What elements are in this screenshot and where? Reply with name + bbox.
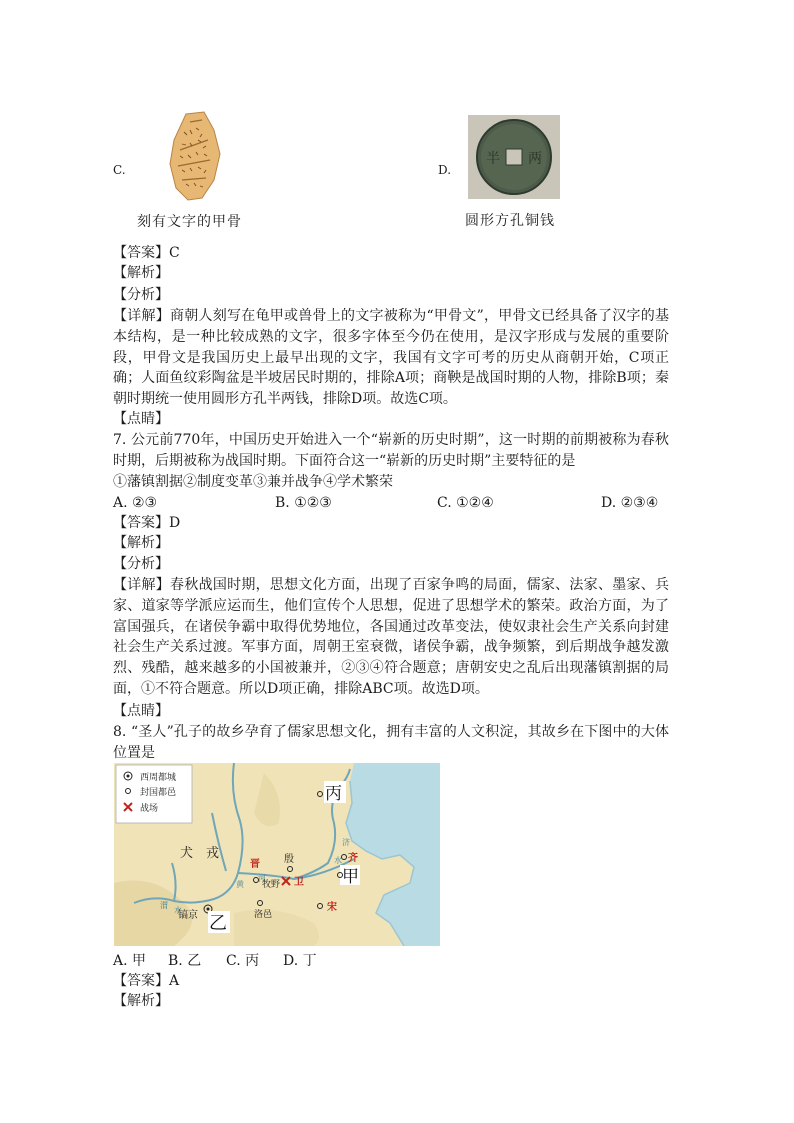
label-muye: 牧野 xyxy=(262,880,281,890)
coin-image xyxy=(468,115,560,199)
label-quanrong: 犬 戎 xyxy=(180,846,220,861)
river-char: 黄 xyxy=(236,880,244,889)
option-d-label: D. xyxy=(438,163,452,177)
q6-answer: 【答案】C xyxy=(113,245,180,261)
coin-glyph-right: 两 xyxy=(528,151,542,167)
q6-jiexi: 【解析】 xyxy=(113,265,169,281)
legend-label-battle: 战场 xyxy=(140,804,159,814)
western-zhou-map xyxy=(114,763,440,946)
label-song: 宋 xyxy=(327,902,337,913)
q7-option-a: A. ②③ xyxy=(113,495,158,511)
label-yin: 殷 xyxy=(284,854,294,865)
q6-dianjing: 【点睛】 xyxy=(113,411,169,427)
q8-answer: 【答案】A xyxy=(113,973,180,989)
coin-glyph-left: 半 xyxy=(486,151,500,167)
label-luoyi: 洛邑 xyxy=(254,910,273,920)
q7-option-b: B. ①②③ xyxy=(275,495,332,511)
marker-bing: 丙 xyxy=(325,784,342,804)
option-c-label: C. xyxy=(113,163,126,177)
q6-fenxi: 【分析】 xyxy=(113,287,169,303)
q7-stem: 7. 公元前770年，中国历史开始进入一个“崭新的历史时期”，这一时期的前期被称为春秋时期，后期被称为战国时期。下面符合这一“崭新的历史时期”主要特征的是 xyxy=(113,432,669,469)
label-haojing: 镐京 xyxy=(178,910,198,921)
q7-answer: 【答案】D xyxy=(113,515,181,531)
q7-option-d: D. ②③④ xyxy=(601,495,659,511)
marker-yi: 乙 xyxy=(209,913,227,934)
q6-detail: 【详解】商朝人刻写在龟甲或兽骨上的文字被称为“甲骨文”，甲骨文已经具备了汉字的基本结构，是一种比较成熟的文字，很多字体至今仍在使用，是汉字形成与发展的重要阶段，甲骨文是我国历史上最早出现的文字，我国有文字可考的历史从商朝开始，C项正确；人面鱼纹彩陶盆是半坡居民时期的，排除A项；商鞅是战国时期的人物，排除B项；秦朝时期统一使用圆形方孔半两钱，排除D项。故选C项。 xyxy=(113,308,669,408)
legend-label-capital: 西周都城 xyxy=(140,773,177,783)
river-char: 河 xyxy=(258,874,266,883)
q8-option-b: B. 乙 xyxy=(168,953,202,969)
q7-dianjing: 【点睛】 xyxy=(113,703,169,719)
q7-fenxi: 【分析】 xyxy=(113,556,169,572)
legend-label-vassal: 封国都邑 xyxy=(140,788,177,798)
label-qi: 齐 xyxy=(348,853,358,864)
oracle-bone-image xyxy=(164,110,224,202)
river-char: 济 xyxy=(342,838,350,847)
q7-detail: 【详解】春秋战国时期，思想文化方面，出现了百家争鸣的局面，儒家、法家、墨家、兵家、道家等学派应运而生，他们宣传个人思想，促进了思想学术的繁荣。政治方面，为了富国强兵，在诸侯争霸中取得优势地位，各国通过改革变法，使奴隶社会生产关系向封建社会生产关系过渡。军事方面，周朝王室衰微，诸侯争霸，战争频繁，到后期战争越发激烈、残酷，越来越多的小国被兼并，②③④符合题意；唐朝安史之乱后出现藩镇割据的局面，①不符合题意。所以D项正确，排除ABC项。故选D项。 xyxy=(113,577,669,697)
q8-option-d: D. 丁 xyxy=(283,953,317,969)
marker-jia: 甲 xyxy=(342,867,359,887)
q8-option-a: A. 甲 xyxy=(113,953,147,969)
caption-oracle-bone: 刻有文字的甲骨 xyxy=(137,214,242,230)
label-wei: 卫 xyxy=(294,877,304,888)
q8-jiexi: 【解析】 xyxy=(113,993,169,1009)
q8-stem: 8. “圣人”孔子的故乡孕育了儒家思想文化，拥有丰富的人文积淀，其故乡在下图中的大体位置是 xyxy=(113,724,669,761)
river-char: 渭 xyxy=(160,901,168,910)
q7-jiexi: 【解析】 xyxy=(113,535,169,551)
q7-option-c: C. ①②④ xyxy=(437,495,494,511)
river-char: 水 xyxy=(174,906,182,915)
river-char: 水 xyxy=(334,856,342,865)
q7-items: ①藩镇割据②制度变革③兼并战争④学术繁荣 xyxy=(113,474,393,490)
q8-option-c: C. 丙 xyxy=(226,953,260,969)
label-jin: 晋 xyxy=(250,859,260,870)
caption-coin: 圆形方孔铜钱 xyxy=(465,213,555,229)
